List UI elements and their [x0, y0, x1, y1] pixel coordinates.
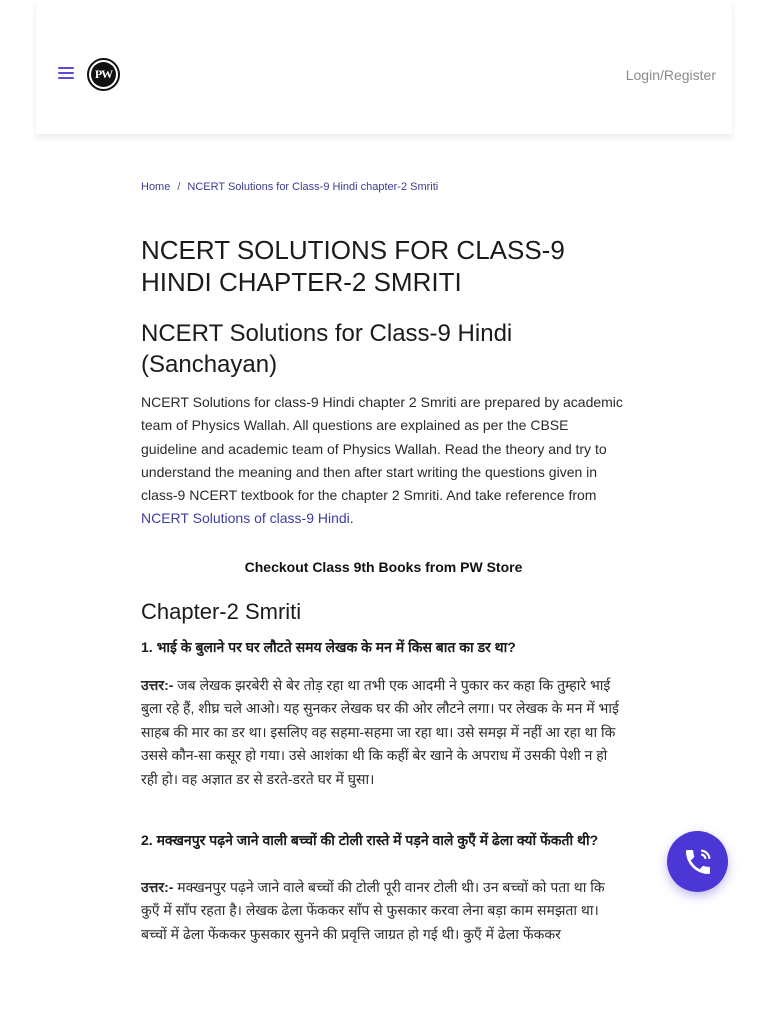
site-header	[36, 0, 732, 134]
page-subtitle: NCERT Solutions for Class-9 Hindi (Sanchayan)	[141, 320, 513, 378]
intro-text: NCERT Solutions for class-9 Hindi chapter 2 Smriti are prepared by academic team of Physics Wallah. All questions are explained as per the CBSE guideline and academic team of Physics Wallah. Read the theory and try to understand the meaning and then after start writing the questions given in class-9 NCERT textbook for the chapter 2 Smriti. And take reference from	[141, 394, 623, 504]
question-1: 1. भाई के बुलाने पर घर लौटते समय लेखक के मन में किस बात का डर था?	[141, 639, 516, 655]
pw-logo[interactable]	[87, 58, 120, 91]
intro-end: .	[349, 510, 354, 527]
page-title: NCERT SOLUTIONS FOR CLASS-9 HINDI CHAPTER-2 SMRITI	[141, 235, 565, 297]
pw-logo-text: PW	[91, 62, 116, 87]
login-register-link[interactable]: Login/Register	[625, 67, 716, 83]
phone-call-icon	[682, 846, 714, 878]
answer-2-text: मक्खनपुर पढ़ने जाने वाले बच्चों की टोली पूरी वानर टोली थी। उन बच्चों को पता था कि कुएँ में साँप रहता है। लेखक ढेला फेंककर साँप से फुसकार करवा लेना बड़ा काम समझता था। बच्चों में ढेला फेंककर फुसकार सुनने की प्रवृत्ति जाग्रत हो गई थी। कुएँ में ढेला फेंककर	[141, 879, 605, 942]
answer-2	[141, 876, 626, 946]
breadcrumb	[141, 181, 438, 193]
breadcrumb-home-link[interactable]: Home	[141, 181, 171, 193]
chapter-heading: Chapter-2 Smriti	[141, 599, 302, 624]
hamburger-menu-icon[interactable]	[58, 67, 74, 81]
answer-1	[141, 674, 626, 791]
breadcrumb-separator: /	[177, 181, 181, 193]
answer-label: उत्तर:-	[141, 879, 174, 895]
ncert-solutions-link[interactable]: NCERT Solutions of class-9 Hindi	[141, 510, 350, 527]
call-button[interactable]	[667, 831, 728, 892]
intro-paragraph	[141, 391, 626, 531]
answer-label: उत्तर:-	[141, 677, 174, 693]
breadcrumb-current-link[interactable]: NCERT Solutions for Class-9 Hindi chapter-2 Smriti	[187, 181, 439, 193]
answer-1-text: जब लेखक झरबेरी से बेर तोड़ रहा था तभी एक आदमी ने पुकार कर कहा कि तुम्हारे भाई बुला रहे हैं, शीघ्र चले आओ। यह सुनकर लेखक घर की ओर लौटने लगा। पर लेखक के मन में भाई साहब की मार का डर था। इसलिए वह सहमा-सहमा जा रहा था। उसे समझ में नहीं आ रहा था कि उससे कौन-सा कसूर हो गया। उसे आशंका थी कि कहीं बेर खाने के अपराध में उसकी पेशी न हो रही हो। वह अज्ञात डर से डरते-डरते घर में घुसा।	[141, 677, 619, 787]
question-2: 2. मक्खनपुर पढ़ने जाने वाली बच्चों की टोली रास्ते में पड़ने वाले कुएँ में ढेला क्यों फेंकती थी?	[141, 832, 599, 848]
checkout-books-link[interactable]: Checkout Class 9th Books from PW Store	[244, 559, 523, 575]
